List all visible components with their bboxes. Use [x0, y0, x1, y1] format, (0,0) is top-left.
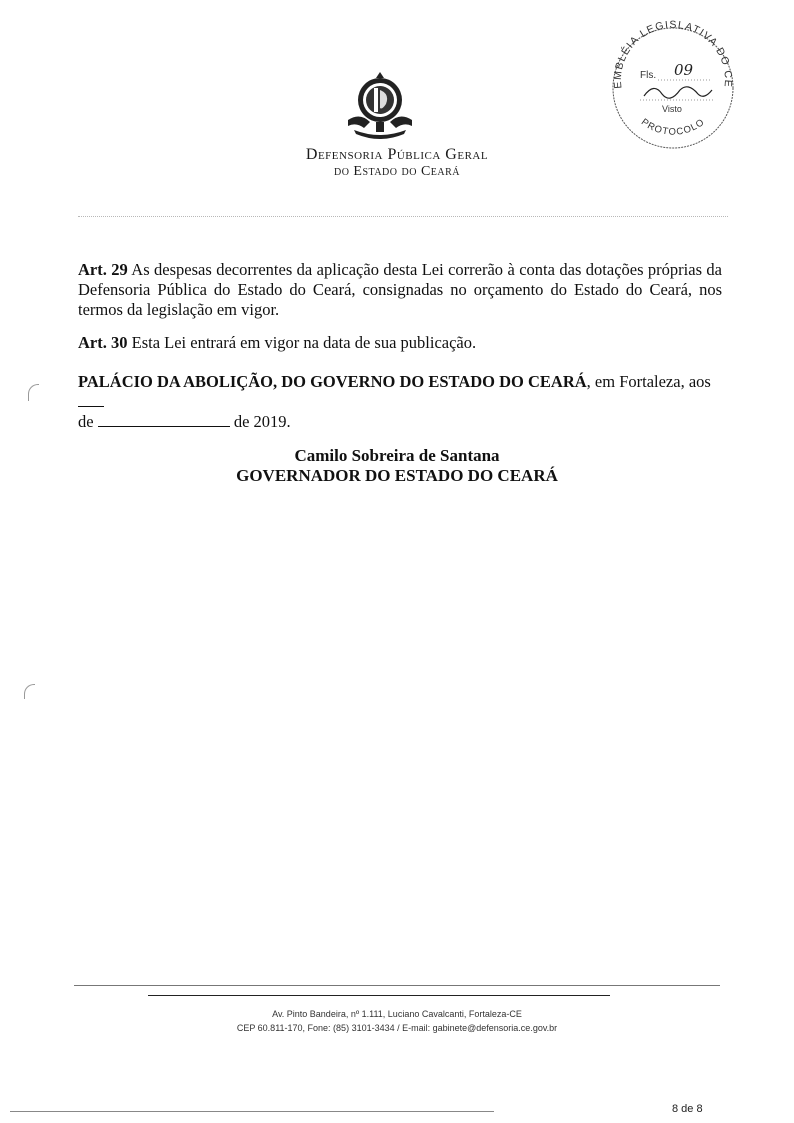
protocol-stamp — [604, 20, 742, 152]
closing-de: de — [78, 412, 94, 431]
footer-contact: CEP 60.811-170, Fone: (85) 3101-3434 / E-mail: gabinete@defensoria.ce.gov.br — [236, 1023, 558, 1033]
institution-state: do Estado do Ceará — [333, 164, 461, 179]
article-29-text: As despesas decorrentes da aplicação desta Lei correrão à conta das dotações próprias da Defensoria Pública do Estado do Ceará, consignadas no orçamento do Estado do Ceará, nos termos da legislação em vigor. — [78, 260, 722, 319]
svg-text:ASSEMBLÉIA LEGISLATIVA DO CEAR — [604, 20, 734, 89]
footer-divider-outer — [74, 985, 720, 986]
closing-location: , em Fortaleza, aos — [586, 372, 711, 391]
stamp-ring-top: EMBLÉIA LEGISLATIVA DO CE — [611, 20, 735, 90]
margin-mark — [28, 384, 39, 401]
month-blank — [98, 412, 230, 427]
stamp-fls-label: Fls. — [640, 70, 657, 81]
footer-divider-inner — [148, 995, 610, 996]
palace-name: PALÁCIO DA ABOLIÇÃO, DO GOVERNO DO ESTADO DO CEARÁ — [78, 372, 587, 391]
stamp-initial-signature — [644, 87, 712, 98]
margin-mark — [24, 684, 35, 699]
emblem-graphic — [330, 68, 430, 144]
signatory-name: Camilo Sobreira de Santana — [294, 446, 500, 465]
signatory-title: GOVERNADOR DO ESTADO DO CEARÁ — [236, 466, 558, 485]
article-30-text: Esta Lei entrará em vigor na data de sua publicação. — [131, 333, 477, 352]
footer-address: Av. Pinto Bandeira, nº 1.111, Luciano Cavalcanti, Fortaleza-CE — [272, 1009, 522, 1019]
article-29-label: Art. 29 — [78, 260, 128, 279]
header-divider — [78, 216, 728, 217]
stamp-visto-label: Visto — [662, 104, 682, 114]
closing-paragraph — [78, 372, 722, 432]
bottom-divider — [10, 1111, 494, 1112]
coat-of-arms-emblem — [330, 68, 430, 144]
stamp-ring-bottom: PROTOCOLO — [638, 116, 708, 138]
day-blank — [78, 392, 104, 407]
svg-text:PROTOCOLO — [639, 117, 707, 138]
page-number: 8 de 8 — [672, 1103, 703, 1115]
stamp-fls-value: 09 — [674, 61, 694, 79]
article-30-label: Art. 30 — [78, 333, 128, 352]
closing-year: de 2019. — [233, 412, 291, 431]
institution-name: Defensoria Pública Geral — [305, 146, 489, 163]
article-30 — [78, 333, 722, 353]
article-29 — [78, 260, 722, 320]
